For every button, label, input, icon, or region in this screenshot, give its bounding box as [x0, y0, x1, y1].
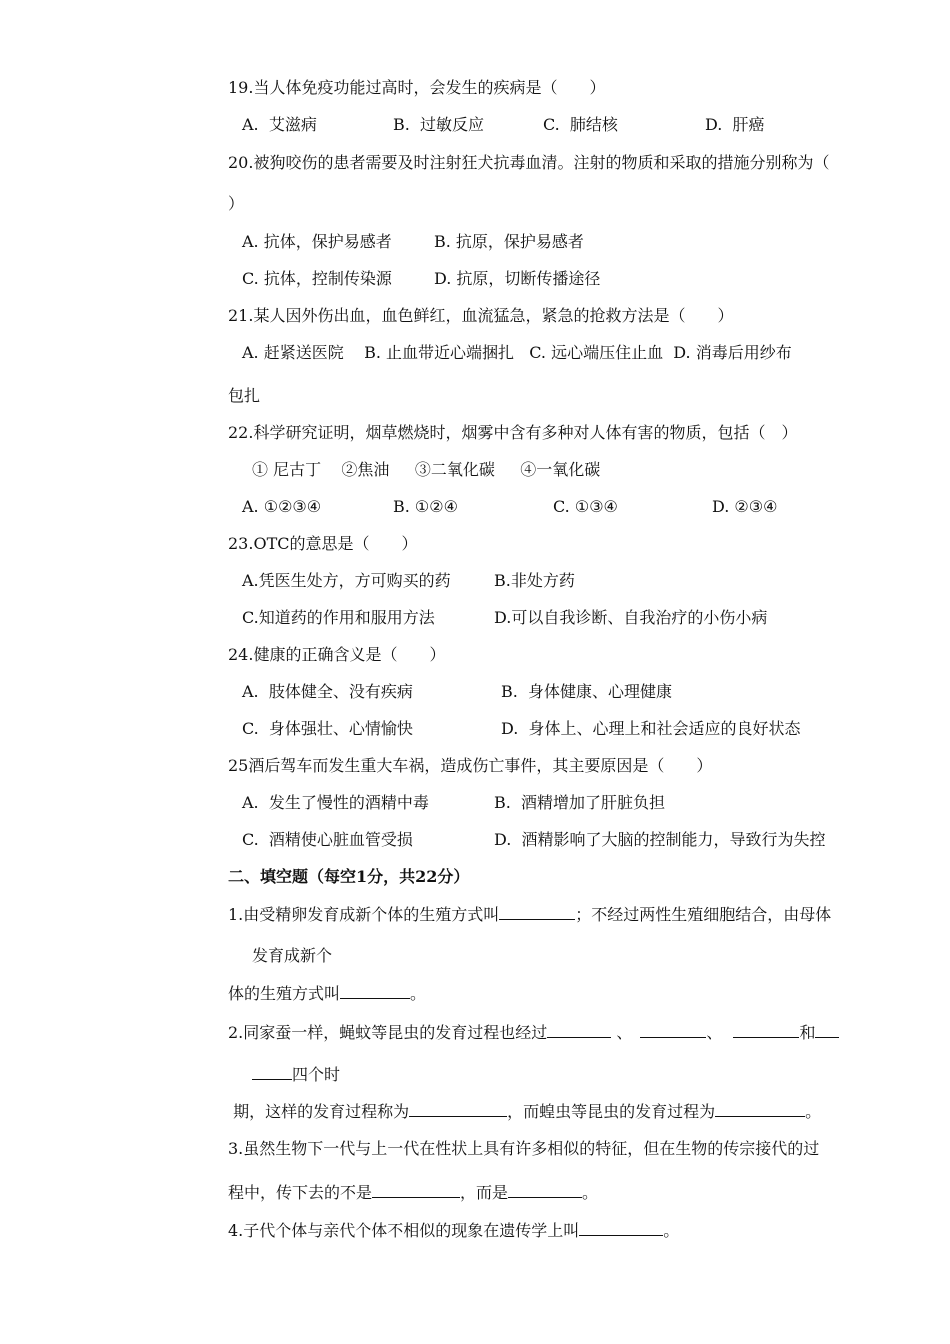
- q25-option-a: A. 发生了慢性的酒精中毒: [242, 793, 429, 812]
- fill-2-blank-4b[interactable]: [252, 1064, 292, 1080]
- fill-2-sep-1: 、: [611, 1023, 633, 1042]
- fill-4-text-b: 。: [663, 1221, 680, 1240]
- fill-2-blank-6[interactable]: [715, 1101, 805, 1117]
- question-20-stem: 20.被狗咬伤的患者需要及时注射狂犬抗毒血清。注射的物质和采取的措施分别称为（: [228, 153, 830, 172]
- q24-option-b: B. 身体健康、心理健康: [501, 682, 673, 701]
- fill-2-blank-1[interactable]: [547, 1022, 611, 1038]
- q23-option-d: D.可以自我诊断、自我治疗的小伤小病: [494, 608, 768, 627]
- fill-2-blank-3[interactable]: [733, 1022, 799, 1038]
- q19-option-b: B. 过敏反应: [393, 115, 485, 134]
- fill-3-text-c: 。: [582, 1183, 599, 1202]
- fill-2-text-e: 。: [805, 1102, 822, 1121]
- q25-option-d: D. 酒精影响了大脑的控制能力，导致行为失控: [494, 830, 826, 849]
- fill-4-line-1: [228, 1220, 679, 1241]
- q23-option-b: B.非处方药: [494, 571, 575, 590]
- question-25-stem: 25酒后驾车而发生重大车祸，造成伤亡事件，其主要原因是（ ）: [228, 756, 713, 775]
- q24-option-a: A. 肢体健全、没有疾病: [242, 682, 413, 701]
- q23-option-a: A.凭医生处方，方可购买的药: [242, 571, 451, 590]
- fill-1-text-d: 。: [410, 984, 427, 1003]
- fill-4-text-a: 4.子代个体与亲代个体不相似的现象在遗传学上叫: [228, 1221, 580, 1240]
- fill-2-text-d: ，而蝗虫等昆虫的发育过程为: [507, 1102, 716, 1121]
- question-24-stem: 24.健康的正确含义是（ ）: [228, 645, 446, 664]
- fill-2-blank-5[interactable]: [409, 1101, 507, 1117]
- q20-option-a: A. 抗体，保护易感者: [242, 232, 392, 251]
- fill-1-line-3: [228, 983, 426, 1004]
- fill-2-line-3: [228, 1101, 821, 1122]
- fill-2-text-b: 四个时: [292, 1065, 341, 1084]
- q22-option-d: D. ②③④: [712, 497, 778, 516]
- fill-1-text-c: 体的生殖方式叫: [228, 984, 341, 1003]
- question-20-stem-cont: ）: [228, 194, 245, 213]
- fill-1-line-1: [228, 904, 831, 925]
- q21-options-cont: 包扎: [228, 386, 261, 405]
- fill-1-text-b: ；不经过两性生殖细胞结合，由母体: [575, 905, 832, 924]
- fill-2-sep-3: 和: [799, 1023, 816, 1042]
- q20-option-c: C. 抗体，控制传染源: [242, 269, 392, 288]
- q20-option-b: B. 抗原，保护易感者: [434, 232, 584, 251]
- q20-option-d: D. 抗原，切断传播途径: [434, 269, 601, 288]
- section-2-heading: 二、填空题（每空1分，共22分）: [228, 867, 470, 886]
- q22-option-c: C. ①③④: [553, 497, 618, 516]
- fill-3-blank-2[interactable]: [508, 1182, 582, 1198]
- fill-3-line-2: [228, 1182, 598, 1203]
- fill-2-blank-2[interactable]: [640, 1022, 706, 1038]
- q23-option-c: C.知道药的作用和服用方法: [242, 608, 435, 627]
- q24-option-d: D. 身体上、心理上和社会适应的良好状态: [501, 719, 801, 738]
- fill-1-text-a: 1.由受精卵发育成新个体的生殖方式叫: [228, 905, 500, 924]
- q25-option-b: B. 酒精增加了肝脏负担: [494, 793, 666, 812]
- q19-option-c: C. 肺结核: [543, 115, 618, 134]
- fill-3-line-1: 3.虽然生物下一代与上一代在性状上具有许多相似的特征，但在生物的传宗接代的过: [228, 1139, 820, 1158]
- question-22-stem: 22.科学研究证明，烟草燃烧时，烟雾中含有多种对人体有害的物质，包括（ ）: [228, 423, 798, 442]
- question-23-stem: 23.OTC的意思是（ ）: [228, 534, 418, 553]
- question-21-stem: 21.某人因外伤出血，血色鲜红，血流猛急，紧急的抢救方法是（ ）: [228, 306, 734, 325]
- fill-1-line-2: 发育成新个: [252, 946, 333, 965]
- fill-1-blank-2[interactable]: [340, 983, 410, 999]
- fill-2-line-2: [252, 1064, 340, 1085]
- q25-option-c: C. 酒精使心脏血管受损: [242, 830, 413, 849]
- fill-2-line-1: [228, 1022, 839, 1043]
- question-19-stem: 19.当人体免疫功能过高时，会发生的疾病是（ ）: [228, 78, 606, 97]
- fill-1-blank-1[interactable]: [499, 904, 575, 920]
- fill-3-text-a: 程中，传下去的不是: [228, 1183, 373, 1202]
- q22-items: ① 尼古丁 ②焦油 ③二氧化碳 ④一氧化碳: [252, 460, 601, 479]
- fill-2-text-c: 期，这样的发育过程称为: [228, 1102, 410, 1121]
- q19-option-a: A. 艾滋病: [242, 115, 317, 134]
- fill-3-text-b: ，而是: [460, 1183, 509, 1202]
- fill-2-blank-4a[interactable]: [815, 1022, 839, 1038]
- fill-2-text-a: 2.同家蚕一样，蝇蚊等昆虫的发育过程也经过: [228, 1023, 548, 1042]
- fill-4-blank-1[interactable]: [579, 1220, 663, 1236]
- fill-3-blank-1[interactable]: [372, 1182, 460, 1198]
- q22-option-a: A. ①②③④: [242, 497, 322, 516]
- q24-option-c: C. 身体强壮、心情愉快: [242, 719, 413, 738]
- fill-2-sep-2: 、: [706, 1023, 728, 1042]
- q22-option-b: B. ①②④: [393, 497, 458, 516]
- q19-option-d: D. 肝癌: [705, 115, 765, 134]
- q21-options: A. 赶紧送医院 B. 止血带近心端捆扎 C. 远心端压住止血 D. 消毒后用纱布: [242, 343, 792, 362]
